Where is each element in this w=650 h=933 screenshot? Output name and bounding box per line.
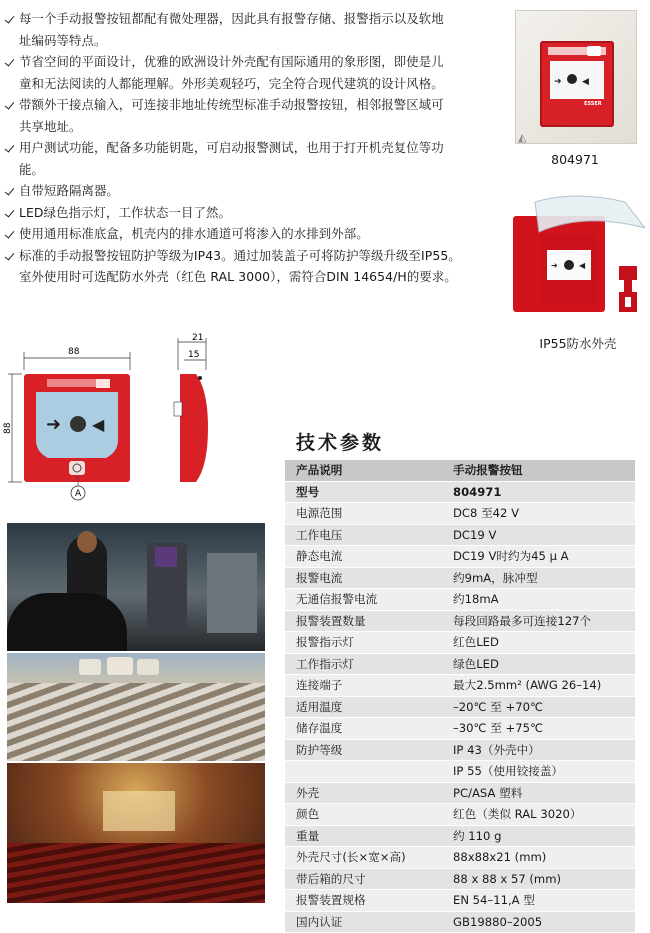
spec-label: 适用温度 (285, 697, 442, 719)
product-photo-call-point (515, 10, 637, 144)
industrial-plant-photo (7, 653, 265, 761)
spec-label: 带后箱的尺寸 (285, 869, 442, 891)
spec-value: 最大2.5mm² (AWG 26–14) (442, 675, 635, 697)
feature-list (6, 8, 468, 288)
spec-label: 储存温度 (285, 718, 442, 740)
spec-header-cell: 手动报警按钮 (442, 460, 635, 482)
spec-value: PC/ASA 塑料 (442, 783, 635, 805)
height-label: 88 (3, 422, 13, 434)
spec-value: 约18mA (442, 589, 635, 611)
spec-header-cell: 产品说明 (285, 460, 442, 482)
width-label: 88 (68, 347, 80, 357)
spec-value: 88x88x21 (mm) (442, 847, 635, 869)
spec-row (285, 912, 635, 933)
feature-item-continuation: 能。 (6, 159, 468, 181)
spec-value: 绿色LED (442, 654, 635, 676)
spec-label: 连接端子 (285, 675, 442, 697)
spec-row (285, 890, 635, 912)
feature-item: LED绿色指示灯，工作状态一目了然。 (6, 202, 468, 224)
spec-value: 红色（类似 RAL 3020） (442, 804, 635, 826)
spec-row (285, 869, 635, 891)
spec-label: 报警装置数量 (285, 611, 442, 633)
call-point-body: ➜ ◀ ESSER (540, 41, 614, 127)
spec-value: 约 110 g (442, 826, 635, 848)
spec-label: 工作电压 (285, 525, 442, 547)
spec-value: 红色LED (442, 632, 635, 654)
spec-table (285, 460, 635, 933)
photo1-caption: 804971 (540, 152, 610, 167)
spec-label: 静态电流 (285, 546, 442, 568)
spec-value: 88 x 88 x 57 (mm) (442, 869, 635, 891)
spec-value: EN 54–11,A 型 (442, 890, 635, 912)
spec-row (285, 675, 635, 697)
spec-value: –30℃ 至 +75℃ (442, 718, 635, 740)
theater-photo (7, 763, 265, 903)
feature-item-continuation: 室外使用时可选配防水外壳（红色 RAL 3000），需符合DIN 14654/H的要求。 (6, 266, 468, 288)
svg-text:◀: ◀ (579, 261, 586, 270)
gas-station-photo (7, 523, 265, 651)
svg-text:➜: ➜ (551, 261, 558, 270)
spec-label: 工作指示灯 (285, 654, 442, 676)
spec-label: 无通信报警电流 (285, 589, 442, 611)
spec-value: 每段回路最多可连接127个 (442, 611, 635, 633)
spec-row (285, 783, 635, 805)
spec-row (285, 525, 635, 547)
depth-label: 15 (188, 350, 199, 360)
svg-text:◀: ◀ (92, 415, 105, 434)
feature-item-continuation: 共享地址。 (6, 116, 468, 138)
feature-item-continuation: 童和无法阅读的人都能理解。外形美观轻巧，完全符合现代建筑的设计风格。 (6, 73, 468, 95)
spec-row (285, 804, 635, 826)
spec-row (285, 826, 635, 848)
spec-value: DC19 V (442, 525, 635, 547)
spec-label: 国内认证 (285, 912, 442, 933)
spec-model-row (285, 482, 635, 504)
depth-total-label: 21 (192, 333, 203, 343)
spec-label: 外壳尺寸(长×宽×高) (285, 847, 442, 869)
spec-value: GB19880–2005 (442, 912, 635, 933)
spec-label: 外壳 (285, 783, 442, 805)
spec-value: 约9mA，脉冲型 (442, 568, 635, 590)
feature-item: 节省空间的平面设计，优雅的欧洲设计外壳配有国际通用的象形图，即使是儿 (6, 51, 468, 73)
spec-row (285, 568, 635, 590)
spec-value: –20℃ 至 +70℃ (442, 697, 635, 719)
svg-text:➜: ➜ (46, 414, 61, 435)
spec-row (285, 761, 635, 783)
feature-item: 使用通用标准底盒，机壳内的排水通道可将渗入的水排到外部。 (6, 223, 468, 245)
dimension-drawing-svg (0, 330, 220, 510)
spec-label (285, 761, 442, 783)
spec-value: IP 43（外壳中） (442, 740, 635, 762)
spec-row (285, 632, 635, 654)
spec-row (285, 611, 635, 633)
spec-row (285, 503, 635, 525)
spec-row (285, 740, 635, 762)
spec-label: 报警电流 (285, 568, 442, 590)
spec-row (285, 697, 635, 719)
spec-row (285, 654, 635, 676)
spec-label: 电源范围 (285, 503, 442, 525)
a-logo-icon: ◭ (518, 131, 526, 144)
feature-item-continuation: 址编码等特点。 (6, 30, 468, 52)
ip55-housing-drawing (505, 192, 645, 324)
dimension-drawing (0, 330, 220, 510)
spec-value: 804971 (442, 482, 635, 504)
brand-label: ESSER (584, 101, 602, 107)
spec-header-row (285, 460, 635, 482)
spec-label: 防护等级 (285, 740, 442, 762)
feature-item: 带额外干接点输入，可连接非地址传统型标准手动报警按钮，相邻报警区域可 (6, 94, 468, 116)
spec-value: IP 55（使用铰接盖） (442, 761, 635, 783)
spec-row (285, 847, 635, 869)
photo2-caption: IP55防水外壳 (528, 334, 628, 352)
spec-label: 颜色 (285, 804, 442, 826)
marker-label: A (75, 489, 82, 499)
spec-value: DC8 至42 V (442, 503, 635, 525)
spec-label: 报警指示灯 (285, 632, 442, 654)
spec-title: 技术参数 (296, 428, 384, 455)
feature-item: 用户测试功能，配备多功能钥匙，可启动报警测试，也用于打开机壳复位等功 (6, 137, 468, 159)
feature-item: 标准的手动报警按钮防护等级为IP43。通过加装盖子可将防护等级升级至IP55。 (6, 245, 468, 267)
spec-row (285, 546, 635, 568)
spec-label: 重量 (285, 826, 442, 848)
spec-value: DC19 V时约为45 μ A (442, 546, 635, 568)
spec-row (285, 718, 635, 740)
spec-label: 报警装置规格 (285, 890, 442, 912)
spec-label: 型号 (285, 482, 442, 504)
feature-item: 每一个手动报警按钮都配有微处理器，因此具有报警存储、报警指示以及软地 (6, 8, 468, 30)
feature-item: 自带短路隔离器。 (6, 180, 468, 202)
product-photo-ip55-housing (505, 192, 645, 324)
spec-row (285, 589, 635, 611)
